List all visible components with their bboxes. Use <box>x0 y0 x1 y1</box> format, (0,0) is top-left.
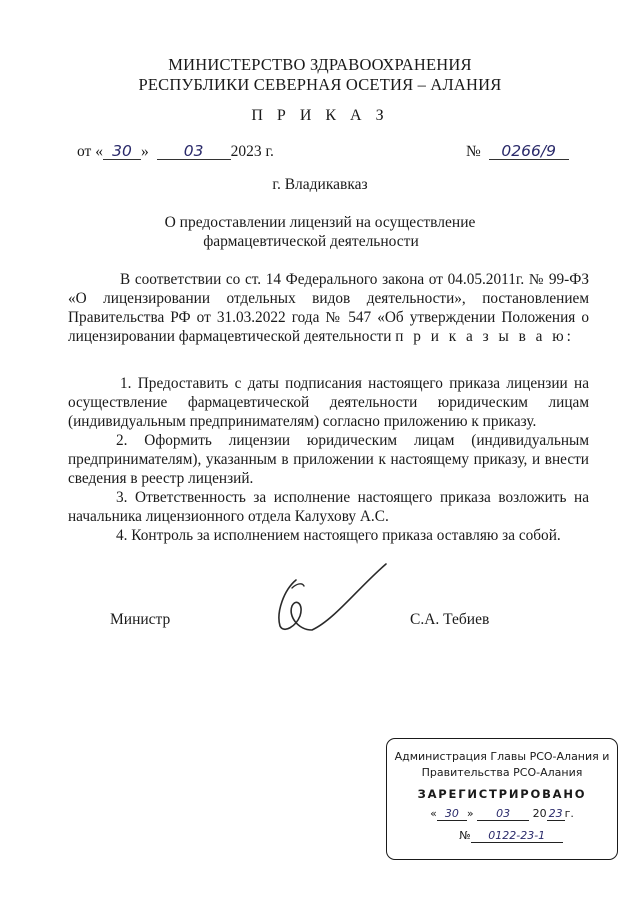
preamble <box>68 270 589 346</box>
ministry-heading <box>0 55 640 95</box>
city: г. Владикавказ <box>272 176 368 193</box>
ministry-line-2: РЕСПУБЛИКИ СЕВЕРНАЯ ОСЕТИЯ – АЛАНИЯ <box>138 75 502 94</box>
order-date <box>77 143 274 161</box>
registration-stamp <box>386 738 618 860</box>
stamp-year-suffix: 23 <box>548 807 563 820</box>
order-item-2: 2. Оформить лицензии юридическим лицам (индивидуальным предпринимателям), указанным в приложении к настоящему приказу, и внести сведения в реестр лицензий. <box>68 432 589 487</box>
subject-line-1: О предоставлении лицензий на осуществление <box>164 214 476 231</box>
date-year: 2023 г. <box>230 143 274 160</box>
order-item-4: 4. Контроль за исполнением настоящего приказа оставляю за собой. <box>116 527 561 544</box>
stamp-number <box>387 829 617 843</box>
order-subject <box>0 213 640 251</box>
order-number <box>466 143 569 161</box>
stamp-month: 03 <box>477 807 529 821</box>
stamp-line-1: Администрация Главы РСО-Алания и <box>394 750 610 763</box>
stamp-registered: ЗАРЕГИСТРИРОВАНО <box>417 787 587 801</box>
signatory-position: Министр <box>110 611 171 628</box>
stamp-number-prefix: № <box>459 829 471 842</box>
date-prefix: от « <box>77 143 103 160</box>
date-month: 03 <box>157 143 231 160</box>
order-word: п р и к а з ы в а ю: <box>395 328 574 345</box>
date-mid: » <box>140 143 149 160</box>
order-items <box>68 374 589 545</box>
order-item-1: 1. Предоставить с даты подписания настоящего приказа лицензии на осуществление фармацевтической деятельности юридическим лицам (индивидуальным предпринимателям) согласно приложению к приказу. <box>68 375 589 430</box>
stamp-line-2: Правительства РСО-Алания <box>421 766 583 779</box>
stamp-year-prefix: 20 <box>532 807 547 820</box>
stamp-date: « 30 » 03 20 23 г. <box>430 807 574 820</box>
stamp-number-value: 0122-23-1 <box>471 829 563 843</box>
signatory-name: С.А. Тебиев <box>410 611 490 628</box>
preamble-text: В соответствии со ст. 14 Федерального закона от 04.05.2011г. № 99-ФЗ «О лицензировании отдельных видов деятельности», постановлением Правительства РФ от 31.03.2022 года № 547 «Об утверждении Положения о лицензировании фармацевтической деятельности <box>68 271 589 345</box>
stamp-year-unit: г. <box>564 807 574 820</box>
handwritten-signature <box>262 560 392 640</box>
subject-line-2: фармацевтической деятельности <box>203 233 419 250</box>
ministry-line-1: МИНИСТЕРСТВО ЗДРАВООХРАНЕНИЯ <box>168 55 472 74</box>
order-item-3: 3. Ответственность за исполнение настоящего приказа возложить на начальника лицензионного отдела Калухову А.С. <box>68 489 589 525</box>
date-day: 30 <box>103 143 141 160</box>
number-prefix: № <box>466 143 481 160</box>
document-type-title: П Р И К А З <box>251 107 389 124</box>
number-value: 0266/9 <box>489 143 569 160</box>
stamp-day: 30 <box>437 807 467 821</box>
